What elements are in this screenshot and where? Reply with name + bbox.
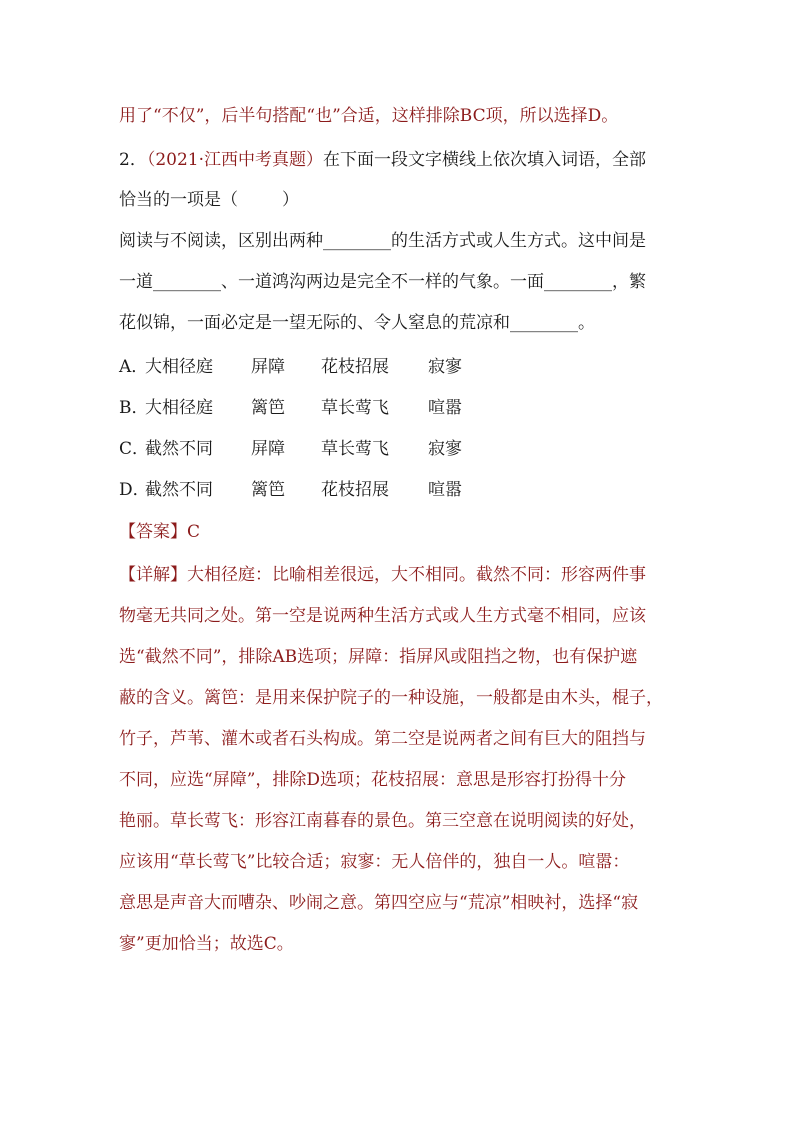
passage-line: 一道________、一道鸿沟两边是完全不一样的气象。一面________，繁 xyxy=(119,272,646,292)
question-number: 2． xyxy=(119,150,147,170)
question-stem-line2: 恰当的一项是（ ） xyxy=(119,190,299,210)
option-d: D．截然不同 篱笆 花枝招展 喧嚣 xyxy=(119,480,462,500)
answer-tag: 【答案】 xyxy=(119,522,187,542)
explanation-line: 寥”更加恰当；故选C。 xyxy=(119,934,294,954)
answer-line xyxy=(119,520,200,544)
passage-line: 花似锦，一面必定是一望无际的、令人窒息的荒凉和________。 xyxy=(119,313,595,333)
explanation-line: 竹子，芦苇、灌木或者石头构成。第二空是说两者之间有巨大的阻挡与 xyxy=(119,729,646,749)
explanation-line: 不同，应选“屏障”，排除D选项；花枝招展：意思是形容打扮得十分 xyxy=(119,770,627,790)
explanation-line: 意思是声音大而嘈杂、吵闹之意。第四空应与“荒凉”相映衬，选择“寂 xyxy=(119,893,639,913)
question-stem-line1: 在下面一段文字横线上依次填入词语，全部 xyxy=(323,150,646,170)
explanation-tag: 【详解】 xyxy=(119,565,187,585)
explanation-line: 艳丽。草长莺飞：形容江南暮春的景色。第三空意在说明阅读的好处， xyxy=(119,811,646,831)
option-c: C．截然不同 屏障 草长莺飞 寂寥 xyxy=(119,439,462,459)
passage-line: 阅读与不阅读，区别出两种________的生活方式或人生方式。这中间是 xyxy=(119,231,646,251)
question-header xyxy=(119,148,646,172)
option-b: B．大相径庭 篱笆 草长莺飞 喧嚣 xyxy=(119,398,462,418)
previous-answer-tail: 用了“不仅”，后半句搭配“也”合适，这样排除BC项，所以选择D。 xyxy=(119,106,619,126)
explanation-line: 【详解】大相径庭：比喻相差很远，大不相同。截然不同：形容两件事 xyxy=(119,565,646,585)
option-a: A．大相径庭 屏障 花枝招展 寂寥 xyxy=(119,357,462,377)
explanation-line: 应该用“草长莺飞”比较合适；寂寥：无人倍伴的，独自一人。喧嚣： xyxy=(119,852,630,872)
question-source: （2021·江西中考真题） xyxy=(146,150,323,170)
explanation-line: 选“截然不同”，排除AB选项；屏障：指屏风或阻挡之物，也有保护遮 xyxy=(119,647,638,667)
answer-value: C xyxy=(187,522,201,542)
explanation-line: 蔽的含义。篱笆：是用来保护院子的一种设施，一般都是由木头，棍子， xyxy=(119,688,663,708)
explanation-line: 物毫无共同之处。第一空是说两种生活方式或人生方式毫不相同，应该 xyxy=(119,606,646,626)
